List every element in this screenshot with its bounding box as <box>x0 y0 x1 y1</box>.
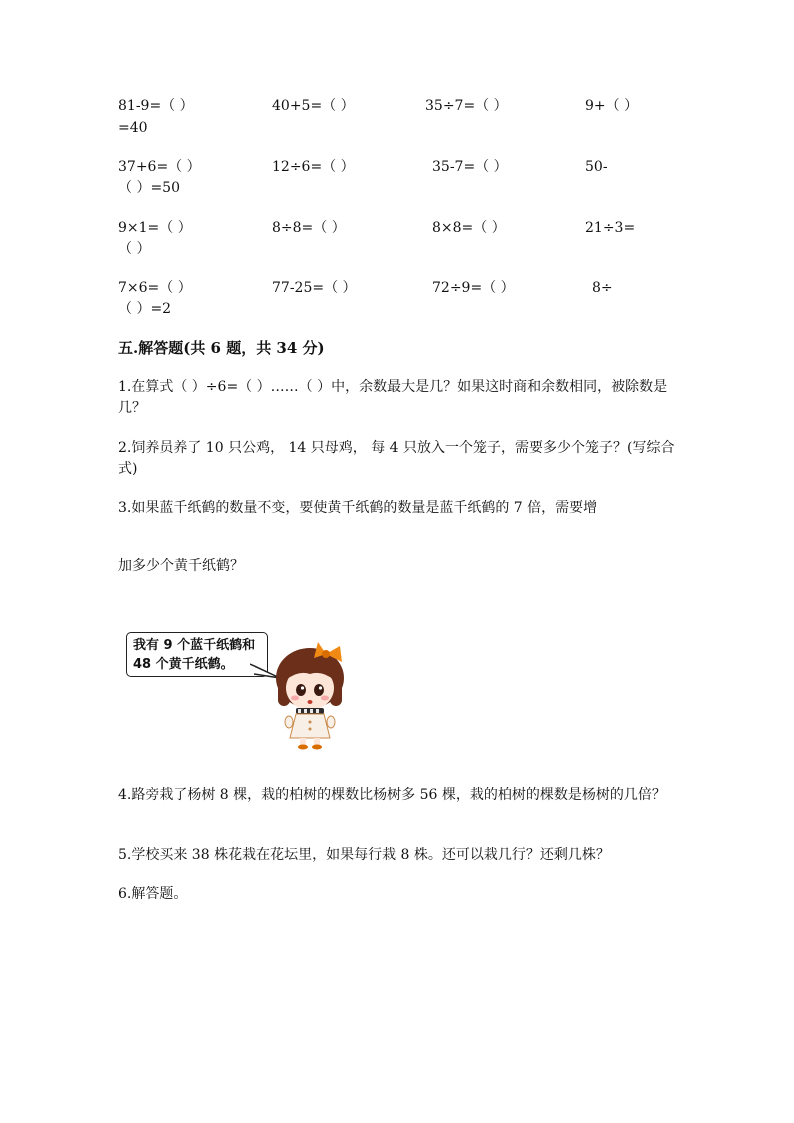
arith-item <box>118 157 201 177</box>
question-4: 4.路旁栽了杨树 8 棵，栽的柏树的棵数比杨树多 56 棵，栽的柏树的棵数是杨树的几倍？ <box>118 787 666 803</box>
arith-line1: 9×1=（ ） <box>118 220 192 236</box>
arith-item <box>272 157 355 177</box>
question-3-line1: 3.如果蓝千纸鹤的数量不变，要使黄千纸鹤的数量是蓝千纸鹤的 7 倍，需要增 <box>118 500 598 516</box>
arith-line2: （ ）=50 <box>118 180 180 196</box>
arith-line2: （ ）=2 <box>118 301 172 317</box>
arith-line1: 37+6=（ ） <box>118 159 201 175</box>
arith-line2: （ ） <box>118 241 151 257</box>
arith-line1: 81-9=（ ） <box>118 98 194 114</box>
arith-line1: 72÷9=（ ） <box>432 280 515 296</box>
arith-item <box>592 278 613 298</box>
arith-item <box>118 96 194 116</box>
question-6: 6.解答题。 <box>118 886 188 902</box>
arith-line1: 8÷ <box>592 280 613 296</box>
arith-item <box>272 218 346 238</box>
arith-item <box>425 96 508 116</box>
speech-bubble <box>126 632 268 677</box>
arith-line1: 77-25=（ ） <box>272 280 357 296</box>
arith-line1: 21÷3= <box>585 220 636 236</box>
question-1: 1.在算式（ ）÷6=（ ）……（ ）中，余数最大是几？如果这时商和余数相同，被除数是几？ <box>118 379 668 416</box>
arith-item <box>432 157 508 177</box>
bubble-line-2: 48 个黄千纸鹤。 <box>133 657 234 672</box>
arith-line1: 40+5=（ ） <box>272 98 355 114</box>
section-title: 五.解答题(共 6 题，共 34 分) <box>118 339 325 357</box>
arith-line1: 7×6=（ ） <box>118 280 192 296</box>
girl-illustration-icon <box>262 640 362 750</box>
arith-item <box>585 157 608 177</box>
question-3-line2: 加多少个黄千纸鹤？ <box>118 558 244 574</box>
arith-item <box>585 218 635 238</box>
arith-line1: 35÷7=（ ） <box>425 98 508 114</box>
arith-item <box>118 278 192 298</box>
question-5: 5.学校买来 38 株花栽在花坛里，如果每行栽 8 株。还可以栽几行？还剩几株？ <box>118 847 610 863</box>
arith-line1: 12÷6=（ ） <box>272 159 355 175</box>
arith-item <box>118 218 192 238</box>
arith-item <box>432 218 506 238</box>
arith-item <box>432 278 515 298</box>
arith-line1: 8×8=（ ） <box>432 220 506 236</box>
bubble-line-1: 我有 9 个蓝千纸鹤和 <box>133 638 256 653</box>
arith-line1: 50- <box>585 159 608 175</box>
arith-line1: 8÷8=（ ） <box>272 220 346 236</box>
arith-line2: =40 <box>118 120 148 136</box>
arith-item <box>585 96 638 116</box>
question-2: 2.饲养员养了 10 只公鸡， 14 只母鸡， 每 4 只放入一个笼子，需要多少个笼子？(写综合式) <box>118 440 675 477</box>
arith-line1: 35-7=（ ） <box>432 159 508 175</box>
arith-item <box>272 278 357 298</box>
arith-line1: 9+（ ） <box>585 98 639 114</box>
arith-item <box>272 96 355 116</box>
